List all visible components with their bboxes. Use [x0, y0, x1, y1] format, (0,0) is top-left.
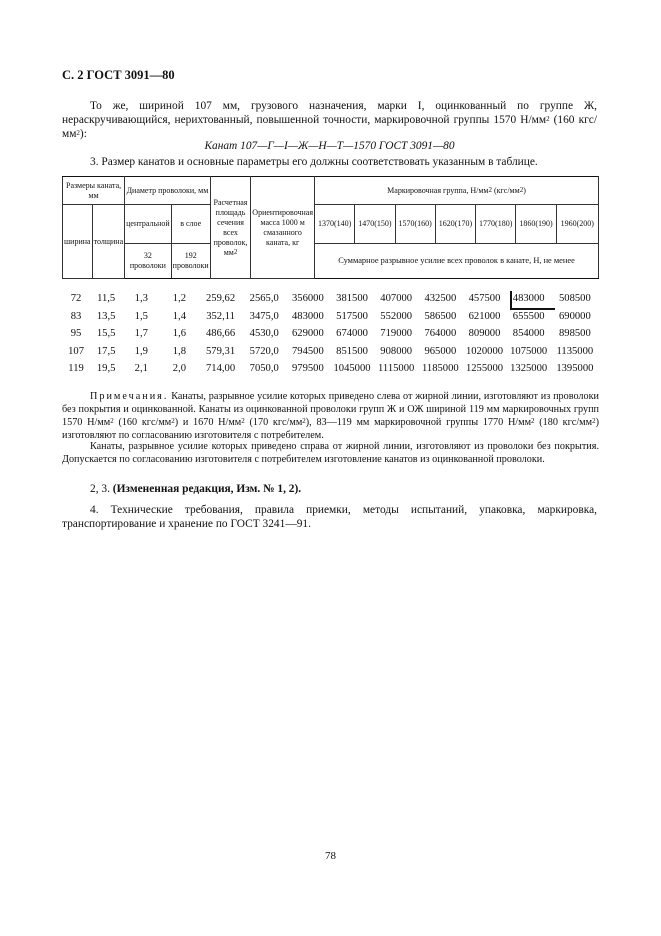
table-cell: 854000: [512, 328, 545, 340]
table-cell: 352,11: [206, 310, 235, 322]
notes-text: ) и 1670 Н/мм: [174, 417, 242, 428]
table-cell: 898500: [558, 328, 591, 340]
header-marking-group: [315, 177, 599, 205]
table-cell: 794500: [291, 345, 324, 357]
table-cell: 1075000: [510, 345, 548, 357]
header-32-wires: 32 проволоки: [125, 244, 172, 279]
intro-paragraph: [62, 99, 597, 142]
table-cell: 690000: [558, 310, 591, 322]
table-cell: 407000: [380, 293, 413, 305]
table-cell: 259,62: [205, 293, 236, 305]
amendment-prefix: 2, 3.: [90, 483, 113, 495]
notes-text: (180 кгс/мм: [534, 417, 593, 428]
section-4-paragraph: 4. Технические требования, правила приемки, методы испытаний, упаковка, маркировка, транспортирование и хранение по ГОСТ 3241—91.: [62, 504, 597, 531]
table-cell: 1255000: [465, 363, 504, 375]
table-cell: 979500: [291, 363, 324, 375]
superscript: 2: [592, 417, 596, 425]
table-cell: 17,5: [96, 345, 116, 357]
table-cell: 2565,0: [249, 293, 279, 305]
table-cell: 2,0: [172, 363, 187, 375]
rope-designation: Канат 107—Г—I—Ж—Н—Т—1570 ГОСТ 3091—80: [204, 140, 455, 152]
group-text-2: (кгс/мм: [491, 185, 520, 195]
table-cell: 1185000: [422, 363, 459, 375]
table-cell: 1,9: [134, 345, 148, 357]
table-cell: 95: [70, 328, 82, 340]
table-row: [62, 308, 599, 326]
table-cell: 508500: [558, 293, 591, 305]
group-6: 1960(200): [556, 205, 598, 244]
table-cell: 629000: [291, 328, 324, 340]
group-0: 1370(140): [315, 205, 355, 244]
table-cell: 4530,0: [249, 328, 279, 340]
table-cell: 621000: [468, 310, 501, 322]
header-area-text: Расчетная площадь сечения всех проволок, мм: [213, 197, 248, 257]
header-breaking-force: Суммарное разрывное усилие всех проволок в канате, Н, не менее: [315, 244, 599, 279]
header-central: центральной: [125, 205, 172, 244]
table-cell: 1045000: [333, 363, 371, 375]
header-in-layer: в слое: [171, 205, 210, 244]
table-cell: 3475,0: [249, 310, 279, 322]
table-cell: 15,5: [96, 328, 116, 340]
superscript: 2: [302, 417, 306, 425]
table-cell: 586500: [424, 310, 457, 322]
table-cell: 719000: [380, 328, 413, 340]
table-cell: 1395000: [556, 363, 594, 375]
header-thickness: толщина: [92, 205, 125, 279]
notes-paragraph: [62, 390, 599, 442]
table-cell: 2,1: [134, 363, 148, 375]
header-area: [210, 177, 251, 279]
header-sizes: Размеры каната, мм: [63, 177, 125, 205]
table-cell: 1,7: [134, 328, 148, 340]
superscript: 2: [531, 417, 535, 425]
table-cell: 381500: [336, 293, 368, 305]
table-cell: 19,5: [96, 363, 116, 375]
page-header: С. 2 ГОСТ 3091—80: [62, 68, 175, 82]
intro-text-3: ):: [79, 128, 87, 141]
header-wire-diameter: Диаметр проволоки, мм: [125, 177, 211, 205]
table-intro-paragraph: 3. Размер канатов и основные параметры его должны соответствовать указанным в таблице.: [90, 156, 538, 168]
superscript: 2: [76, 129, 80, 138]
table-cell: 1,3: [134, 293, 148, 305]
header-width: ширина: [63, 205, 93, 279]
table-cell: 908000: [380, 345, 413, 357]
table-cell: 851500: [336, 345, 368, 357]
group-1: 1470(150): [355, 205, 395, 244]
table-cell: 809000: [468, 328, 501, 340]
table-cell: 483000: [512, 293, 545, 305]
notes-text: (170 кгс/мм: [244, 417, 303, 428]
group-4: 1770(180): [476, 205, 516, 244]
group-2: 1570(160): [395, 205, 435, 244]
header-192-wires: 192 проволоки: [171, 244, 210, 279]
superscript: 2: [488, 185, 492, 194]
table-cell: 552000: [380, 310, 413, 322]
table-cell: 483000: [291, 310, 324, 322]
bold-boundary-horizontal: [510, 308, 555, 310]
table-cell: 579,31: [205, 345, 236, 357]
table-cell: 356000: [291, 293, 324, 305]
table-cell: 11,5: [97, 293, 116, 305]
table-cell: 1,2: [172, 293, 187, 305]
table-cell: 1,4: [172, 310, 187, 322]
superscript: 2: [546, 115, 550, 124]
page-number: 78: [325, 850, 336, 862]
group-text-3: ): [523, 185, 526, 195]
amendment-bold: (Измененная редакция, Изм. № 1, 2).: [112, 483, 302, 495]
notes-paragraph-2: Канаты, разрывное усилие которых приведено справа от жирной линии, изготовляют из проволоки без покрытия. Допускается по согласованию изготовителя с потребителем изготовление канатов из оцинкованной проволоки.: [62, 441, 599, 465]
notes-text: (160 кгс/мм: [113, 417, 172, 428]
table-cell: 457500: [468, 293, 501, 305]
rope-parameters-table: [62, 176, 599, 279]
group-text: Маркировочная группа, Н/мм: [387, 185, 489, 195]
table-cell: 1325000: [510, 363, 548, 375]
header-mass: Ориентировочная масса 1000 м смазанного каната, кг: [251, 177, 315, 279]
notes-text: Канаты, разрывное усилие которых приведено слева от жирной линии, изготовляют из проволоки без покрытия и оцинкованной. Канаты из оцинкованной проволоки групп Ж и ОЖ шириной 119 мм маркировочных групп 1570 Н/мм: [62, 391, 599, 428]
notes-text: ) изготовляют по согласованию изготовителя с потребителем.: [62, 417, 599, 441]
table-cell: 764000: [424, 328, 457, 340]
notes-label: Примечания.: [90, 391, 169, 402]
table-cell: 432500: [424, 293, 457, 305]
superscript: 2: [519, 185, 524, 194]
table-row: [62, 343, 599, 361]
table-cell: 1135000: [556, 345, 594, 357]
group-3: 1620(170): [435, 205, 475, 244]
rope-data-rows: [62, 290, 599, 378]
table-row: [62, 360, 599, 378]
table-cell: 965000: [424, 345, 457, 357]
intro-text: То же, шириной 107 мм, грузового назначения, марки I, оцинкованный по группе Ж, нераскручивающийся, нерихтованный, повышенной точности, маркировочной группы 1570 Н/мм: [62, 100, 597, 127]
table-cell: 517500: [336, 310, 368, 322]
table-cell: 7050,0: [249, 363, 279, 375]
table-cell: 1115000: [378, 363, 415, 375]
table-cell: 1,5: [134, 310, 148, 322]
superscript: 2: [233, 247, 238, 256]
table-cell: 1,8: [172, 345, 187, 357]
table-cell: 655500: [512, 310, 545, 322]
table-cell: 72: [70, 293, 82, 305]
table-row: [62, 290, 599, 308]
table-cell: 13,5: [96, 310, 116, 322]
table-cell: 674000: [336, 328, 368, 340]
table-cell: 1,6: [172, 328, 187, 340]
group-5: 1860(190): [516, 205, 556, 244]
table-cell: 107: [68, 345, 84, 357]
table-cell: 714,00: [205, 363, 236, 375]
table-cell: 486,66: [205, 328, 236, 340]
superscript: 2: [171, 417, 175, 425]
superscript: 2: [241, 417, 245, 425]
table-cell: 83: [70, 310, 82, 322]
table-row: [62, 325, 599, 343]
superscript: 2: [110, 417, 114, 425]
table-cell: 119: [68, 363, 84, 375]
table-cell: 1020000: [465, 345, 504, 357]
intro-text-2: (160 кгс/мм: [62, 114, 597, 141]
table-cell: 5720,0: [249, 345, 279, 357]
amendment-note: [62, 482, 597, 496]
notes-text: ), 83—119 мм маркировочной группы 1770 Н/мм: [305, 417, 532, 428]
